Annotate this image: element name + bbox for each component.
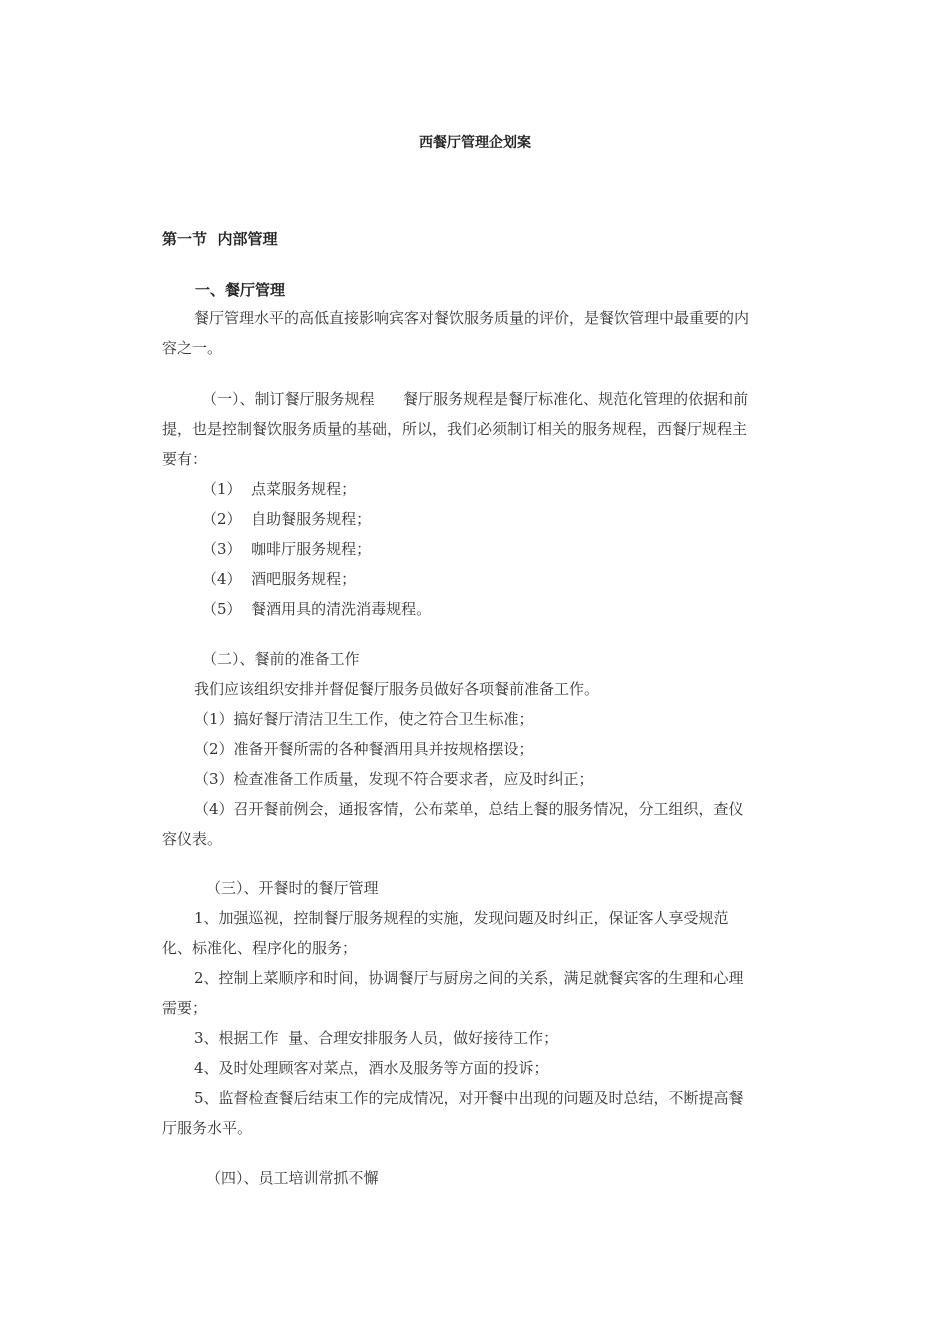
list-item: 1、加强巡视，控制餐厅服务规程的实施，发现问题及时纠正，保证客人享受规范 [194, 909, 729, 927]
list-item-continuation: 化、标准化、程序化的服务； [162, 939, 358, 957]
list-item-continuation: 厅服务水平。 [162, 1119, 253, 1137]
list-item: 5、监督检查餐后结束工作的完成情况，对开餐中出现的问题及时总结，不断提高餐 [194, 1089, 744, 1107]
intro-line: 容之一。 [162, 339, 223, 357]
part1-line: 要有： [162, 450, 208, 468]
list-item: （5） 餐酒用具的清洗消毒规程。 [202, 600, 432, 618]
part2-heading: （二）、餐前的准备工作 [202, 650, 360, 668]
document-title: 西餐厅管理企划案 [419, 135, 531, 151]
list-item-continuation: 容仪表。 [162, 830, 223, 848]
list-item: 2、控制上菜顺序和时间，协调餐厅与厨房之间的关系，满足就餐宾客的生理和心理 [194, 969, 744, 987]
list-item: 4、及时处理顾客对菜点，酒水及服务等方面的投诉； [194, 1059, 549, 1077]
intro-line: 餐厅管理水平的高低直接影响宾客对餐饮服务质量的评价，是餐饮管理中最重要的内 [194, 309, 750, 327]
list-item: （1） 点菜服务规程； [202, 480, 357, 498]
part2-paragraph [162, 644, 786, 854]
part1-line: 提，也是控制餐饮服务质量的基础，所以，我们必须制订相关的服务规程，西餐厅规程主 [162, 420, 748, 438]
intro-paragraph [162, 303, 786, 363]
list-item: （4）召开餐前例会，通报客情，公布菜单，总结上餐的服务情况，分工组织，查仪 [194, 800, 744, 818]
list-item: （3） 咖啡厅服务规程； [202, 540, 372, 558]
sub-heading: 一、餐厅管理 [195, 281, 286, 299]
list-item: （2） 自助餐服务规程； [202, 510, 372, 528]
part4-heading: （四）、员工培训常抓不懈 [206, 1169, 379, 1187]
part3-heading: （三）、开餐时的餐厅管理 [206, 879, 379, 897]
part4-paragraph [162, 1163, 786, 1193]
part3-paragraph [162, 873, 786, 1143]
part1-line: （一）、制订餐厅服务规程 餐厅服务规程是餐厅标准化、规范化管理的依据和前 [202, 390, 749, 408]
list-item-continuation: 需要； [162, 999, 208, 1017]
list-item: 3、根据工作 量、合理安排服务人员，做好接待工作； [194, 1029, 559, 1047]
list-item: （1）搞好餐厅清洁卫生工作，使之符合卫生标准； [194, 710, 534, 728]
list-item: （2）准备开餐所需的各种餐酒用具并按规格摆设； [194, 740, 534, 758]
part1-paragraph [162, 384, 786, 624]
part2-intro: 我们应该组织安排并督促餐厅服务员做好各项餐前准备工作。 [194, 680, 600, 698]
list-item: （3）检查准备工作质量，发现不符合要求者，应及时纠正； [194, 770, 594, 788]
list-item: （4） 酒吧服务规程； [202, 570, 357, 588]
section-heading: 第一节 内部管理 [162, 230, 278, 248]
